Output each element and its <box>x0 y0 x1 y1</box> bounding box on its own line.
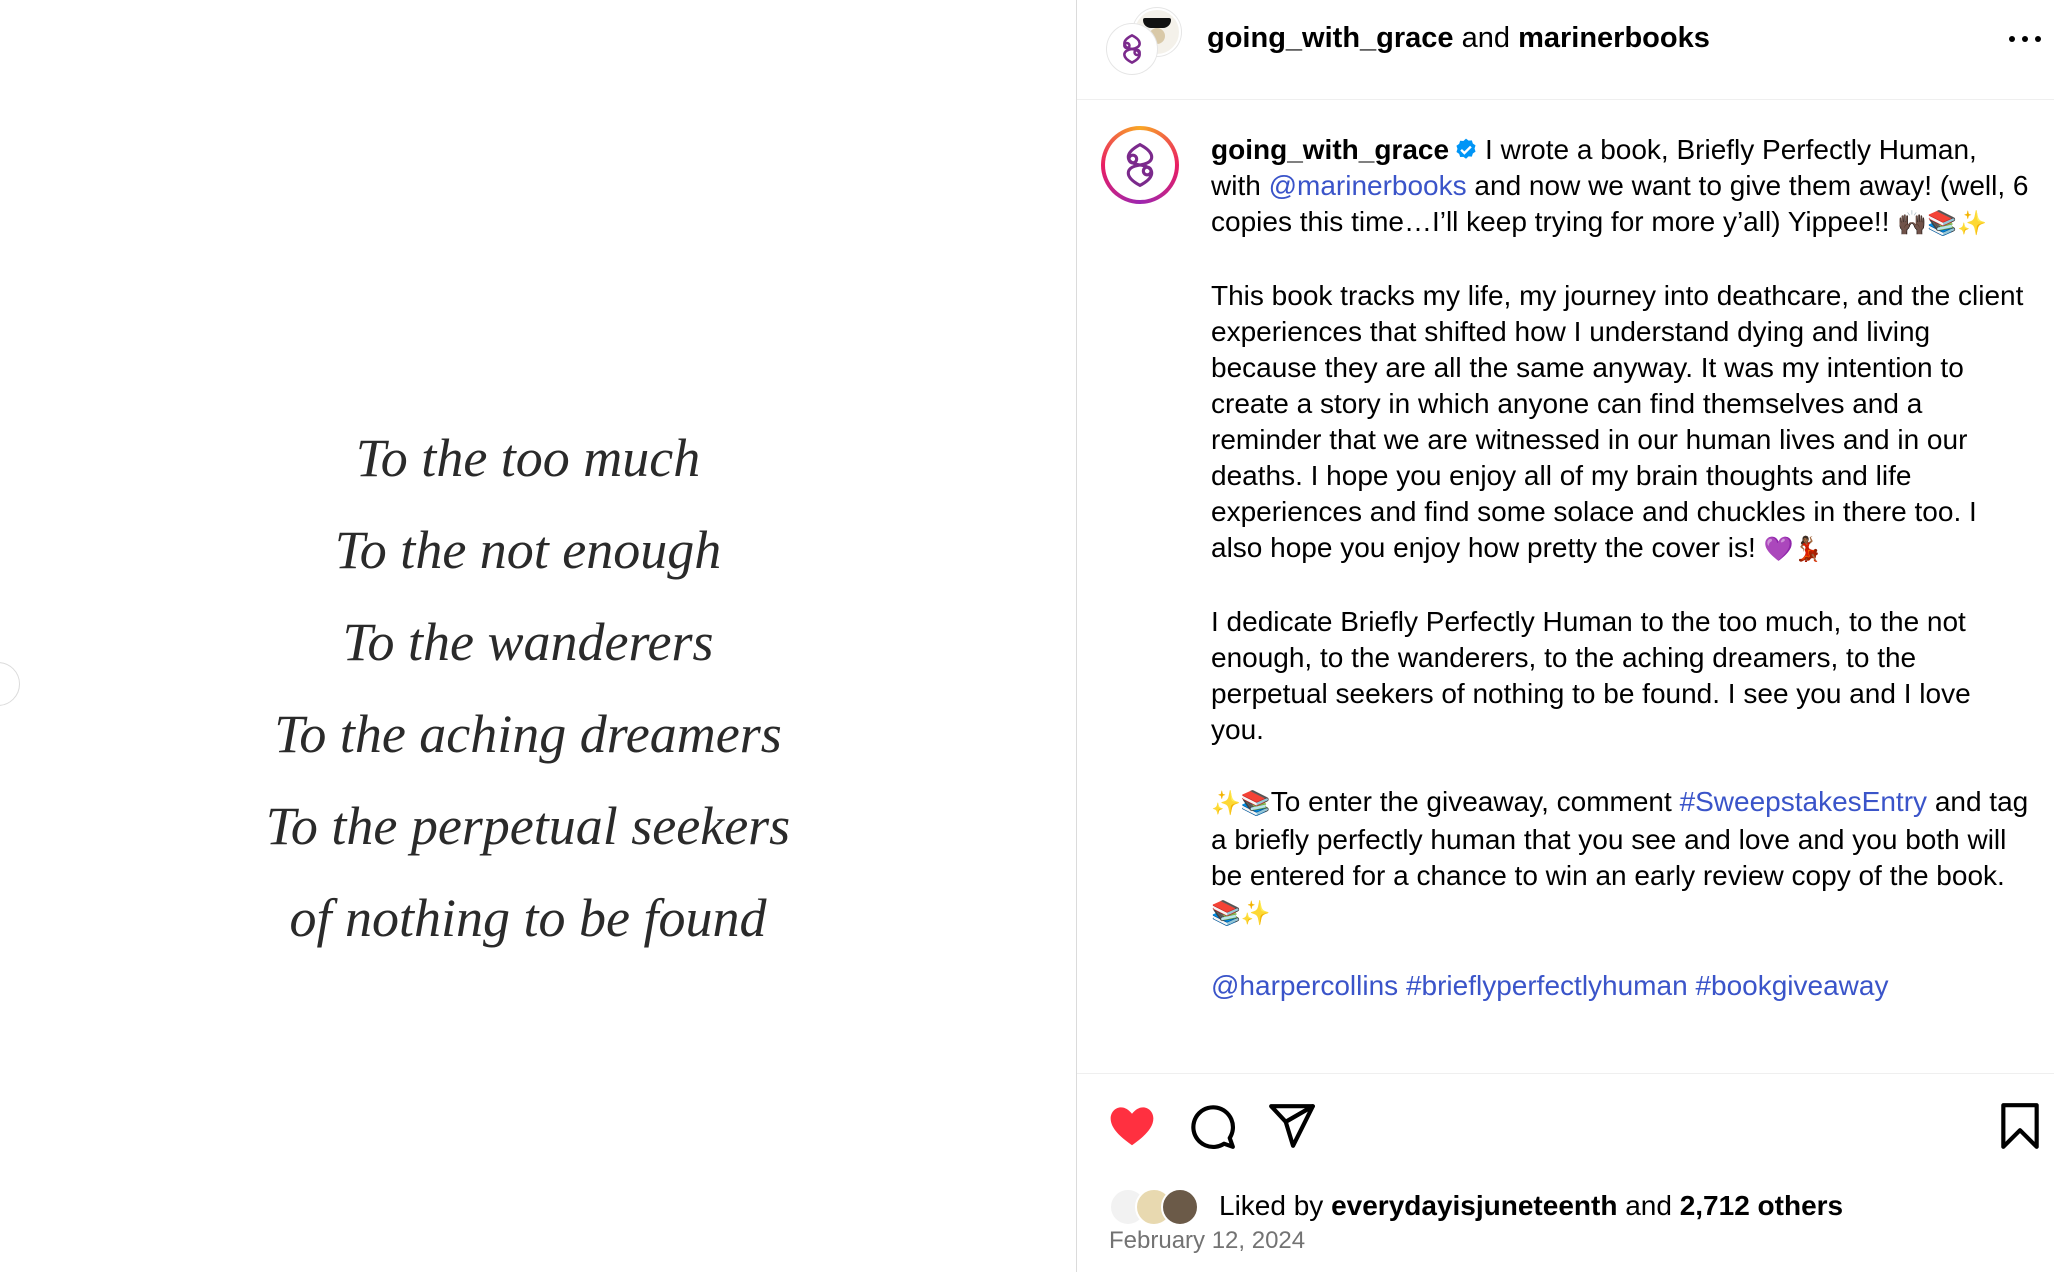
caption-paragraph-2-emoji: 💜💃🏾 <box>1763 536 1824 563</box>
liker-avatar[interactable] <box>1161 1188 1199 1226</box>
caption-paragraph-2: This book tracks my life, my journey into deathcare, and the client experiences that shifted how I understand dying and living because they are all the same anyway. It was my intention to create a story in which anyone can find themselves and a reminder that we are witnessed in our human lives and in our deaths. I hope you enjoy all of my brain thoughts and life experiences and find some solace and chuckles in there too. I also hope you enjoy how pretty the cover is! <box>1211 280 2024 563</box>
giveaway-end-emoji: 📚✨ <box>1211 900 1271 927</box>
caption-paragraph-3: I dedicate Briefly Perfectly Human to the too much, to the not enough, to the wanderers, to the aching dreamers, to the perpetual seekers of nothing to be found. I see you and I love you. <box>1211 606 1971 745</box>
hashtag-sweepstakesentry-link[interactable]: #SweepstakesEntry <box>1679 786 1928 817</box>
author-avatar[interactable] <box>1107 24 1157 74</box>
collab-avatars[interactable] <box>1107 8 1175 76</box>
comment-icon <box>1187 1101 1237 1151</box>
header-joiner: and <box>1461 22 1510 54</box>
collaborator-username-link[interactable]: marinerbooks <box>1518 22 1710 54</box>
mention-harpercollins-link[interactable]: @harpercollins <box>1211 970 1399 1001</box>
poem-line: To the aching dreamers <box>274 704 782 764</box>
post-actions <box>1077 1073 2054 1273</box>
liked-by-prefix: Liked by <box>1219 1190 1324 1221</box>
save-button[interactable] <box>1997 1101 2047 1151</box>
liked-by-user-link[interactable]: everydayisjuneteenth <box>1331 1190 1618 1221</box>
likes-count-link[interactable]: 2,712 others <box>1679 1190 1844 1221</box>
comment-button[interactable] <box>1187 1101 1237 1151</box>
post-detail-panel <box>1076 0 2054 1272</box>
author-username-link[interactable]: going_with_grace <box>1207 22 1454 54</box>
poem-line: To the too much <box>355 428 701 488</box>
post-date[interactable]: February 12, 2024 <box>1109 1227 1306 1254</box>
post-caption <box>1211 132 2031 1040</box>
send-icon <box>1267 1101 1317 1151</box>
liked-by-text <box>1219 1188 1843 1224</box>
poem-text <box>0 412 1056 964</box>
verified-badge-icon <box>1453 137 1479 163</box>
poem-line: To the wanderers <box>342 612 714 672</box>
poem-line: To the perpetual seekers <box>265 796 791 856</box>
giveaway-after-text: and tag a briefly perfectly human that you see and love and you both will be entered for a chance to win an early review copy of the book. <box>1211 786 2029 891</box>
heart-filled-icon <box>1107 1101 1157 1151</box>
like-button[interactable] <box>1107 1101 1157 1151</box>
giveaway-emoji: ✨📚 <box>1211 790 1271 817</box>
caption-intro-emoji: 🙌🏿📚✨ <box>1897 210 1987 237</box>
more-options-icon[interactable] <box>2005 26 2045 52</box>
caption-username-link[interactable]: going_with_grace <box>1211 134 1450 165</box>
poem-line: To the not enough <box>334 520 722 580</box>
post-header <box>1077 0 2054 100</box>
bookmark-icon <box>1997 1101 2043 1151</box>
mention-marinerbooks-link[interactable]: @marinerbooks <box>1268 170 1467 201</box>
grace-logo-icon <box>1115 32 1149 66</box>
share-button[interactable] <box>1267 1101 1317 1151</box>
giveaway-text: To enter the giveaway, comment <box>1270 786 1672 817</box>
caption-intro-after: and now we want to give them away! (well, 6 copies this time…I’ll keep trying for more y’all) Yippee!! <box>1211 170 2029 237</box>
header-title <box>1207 20 1710 56</box>
hashtag-brieflyperfectlyhuman-link[interactable]: #brieflyperfectlyhuman <box>1405 970 1688 1001</box>
hashtag-bookgiveaway-link[interactable]: #bookgiveaway <box>1695 970 1889 1001</box>
grace-logo-icon <box>1116 141 1164 189</box>
poem-line: of nothing to be found <box>289 888 767 948</box>
caption-avatar[interactable] <box>1101 126 1179 204</box>
liked-by-joiner: and <box>1625 1190 1672 1221</box>
caption-intro-text: I wrote a book, Briefly Perfectly Human, with <box>1211 134 1977 201</box>
